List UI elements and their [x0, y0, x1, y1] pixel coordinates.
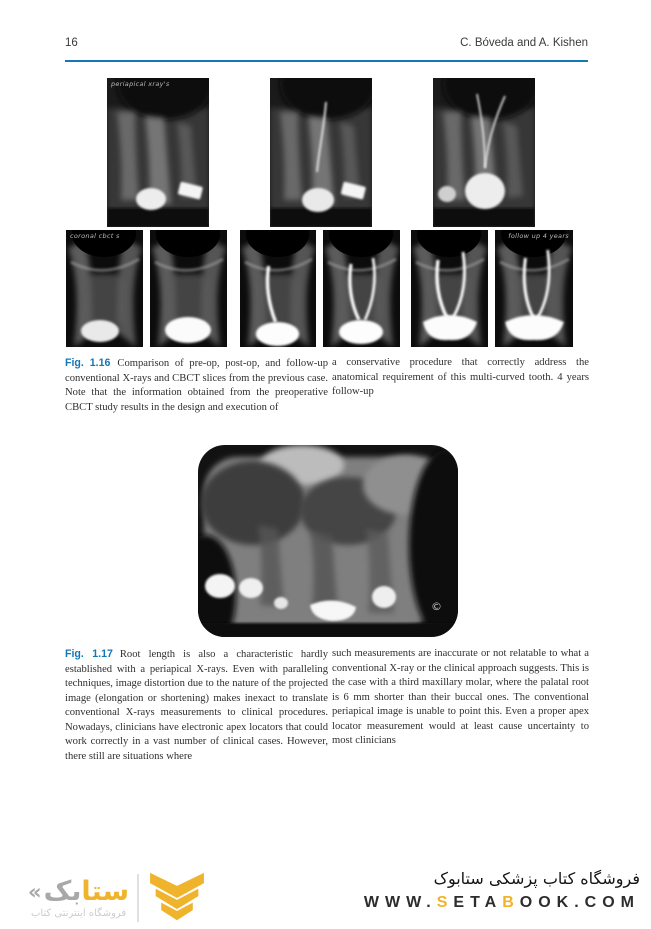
handwritten-label-followup: follow up 4 years	[508, 232, 569, 240]
fig-1-16-caption-text-left: Comparison of pre-op, post-op, and follow-up conventional X-rays and CBCT slices from the previous case. Note that the information obtained from the preoperative CBCT study results in the design and execution of	[65, 358, 328, 413]
logo-divider	[137, 874, 139, 922]
cbct-slice-4	[323, 230, 400, 347]
xray-followup-image	[433, 78, 535, 227]
logo-text-column	[28, 877, 129, 919]
fig-1-16-caption-right: a conservative procedure that correctly address the anatomical requirement of this multi-curved tooth. 4 years follow-up	[332, 357, 589, 397]
logo-tagline: فروشگاه اینترنتی کتاب	[30, 908, 127, 919]
fig-1-16-caption-left	[65, 356, 328, 415]
fig-1-17-label: Fig. 1.17	[65, 648, 113, 660]
running-head-authors: C. Bóveda and A. Kishen	[460, 37, 588, 49]
fig-1-16-label: Fig. 1.16	[65, 357, 111, 369]
chevron-logo-icon	[149, 872, 205, 924]
cbct-slice-6	[495, 230, 573, 347]
setabook-logo	[28, 869, 205, 927]
page-number: 16	[65, 37, 78, 49]
xray-postop-image	[270, 78, 372, 227]
image-copyright-mark: ©	[431, 600, 442, 613]
logo-brand-text: ستابک	[43, 876, 130, 907]
fig-1-17-caption-right: such measurements are inaccurate or not relatable to what a conventional X-ray or the clinical approach suggests. This is the case with a third maxillary molar, where the palatal root is 6 mm shorter than their buccal ones. The conventional periapical image is unable to point this. Even a proper apex locator measurement would at least cause uncertainty to most clinicians	[332, 648, 589, 746]
footer-right	[364, 869, 640, 912]
cbct-slice-2	[150, 230, 227, 347]
cbct-slice-3	[240, 230, 316, 347]
fig-1-17-caption-left	[65, 647, 328, 764]
handwritten-label-periapical: periapical xray's	[111, 80, 170, 88]
xray-preop-image	[107, 78, 209, 227]
handwritten-label-cbct: coronal cbct s	[70, 232, 120, 240]
cbct-slice-1	[66, 230, 143, 347]
periapical-xray-large	[198, 445, 458, 637]
fig-1-17-caption-text-left: Root length is also a characteristic hardly established with a periapical X-rays. Even with paralleling techniques, image distortion due to the nature of the projected image (elongation or shortening) makes inexact to translate conventional X-rays measurements to clinical procedures. Nowadays, clinicians have electronic apex locators that could work correctly in a vast number of clinical cases. However, there still are situations where	[65, 649, 328, 762]
store-name-persian: فروشگاه کتاب پزشکی ستابوک	[433, 869, 640, 888]
header-rule	[65, 60, 588, 62]
cbct-slice-5	[411, 230, 488, 347]
logo-quote-mark: «	[28, 880, 42, 904]
website-url: WWW.SETABOOK.COM	[363, 894, 640, 911]
